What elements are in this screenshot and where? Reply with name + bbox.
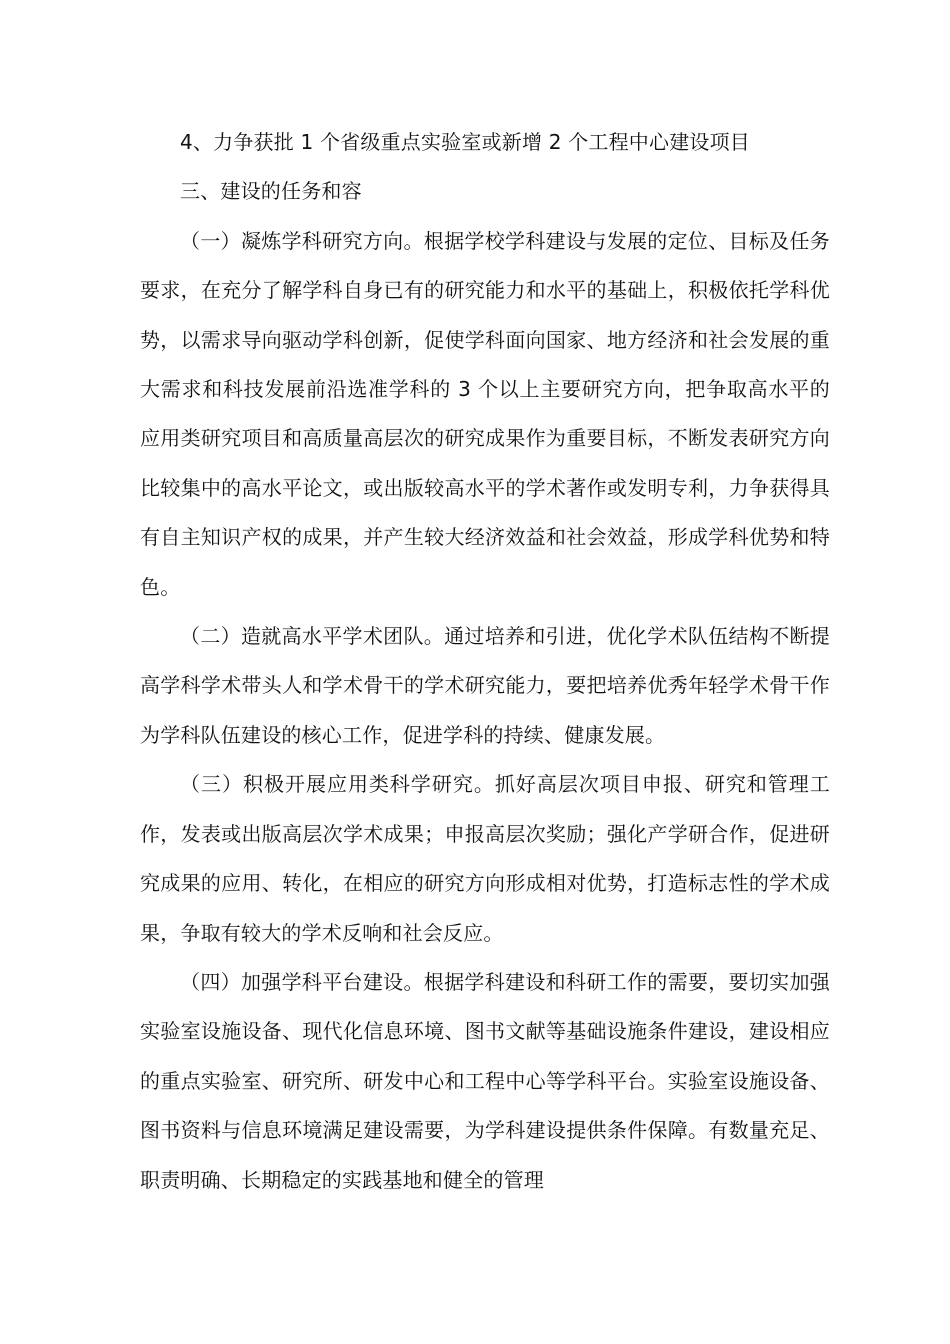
paragraph-task-2: （二）造就高水平学术团队。通过培养和引进，优化学术队伍结构不断提高学科学术带头人和学术骨干的学术研究能力，要把培养优秀年轻学术骨干作为学科队伍建设的核心工作，促进学科的持续、健康发展。: [140, 624, 830, 747]
document-body: [140, 118, 830, 1205]
paragraph-task-3: （三）积极开展应用类科学研究。抓好高层次项目申报、研究和管理工作，发表或出版高层次学术成果；申报高层次奖励；强化产学研合作，促进研究成果的应用、转化，在相应的研究方向形成相对优势，打造标志性的学术成果，争取有较大的学术反响和社会反应。: [140, 772, 830, 945]
section-heading: 三、建设的任务和容: [180, 179, 362, 204]
paragraph-task-4: （四）加强学科平台建设。根据学科建设和科研工作的需要，要切实加强实验室设施设备、现代化信息环境、图书文献等基础设施条件建设，建设相应的重点实验室、研究所、研发中心和工程中心等学科平台。实验室设施设备、图书资料与信息环境满足建设需要，为学科建设提供条件保障。有数量充足、职责明确、长期稳定的实践基地和健全的管理: [140, 969, 830, 1192]
paragraph-task-1: （一）凝炼学科研究方向。根据学校学科建设与发展的定位、目标及任务要求，在充分了解学科自身已有的研究能力和水平的基础上，积极依托学科优势，以需求导向驱动学科创新，促使学科面向国家、地方经济和社会发展的重大需求和科技发展前沿选准学科的 3 个以上主要研究方向，把争取高水平的应用类研究项目和高质量高层次的研究成果作为重要目标，不断发表研究方向比较集中的高水平论文，或出版较高水平的学术著作或发明专利，力争获得具有自主知识产权的成果，并产生较大经济效益和社会效益，形成学科优势和特色。: [140, 228, 830, 599]
paragraph-item-4: 4、力争获批 1 个省级重点实验室或新增 2 个工程中心建设项目: [180, 130, 751, 154]
